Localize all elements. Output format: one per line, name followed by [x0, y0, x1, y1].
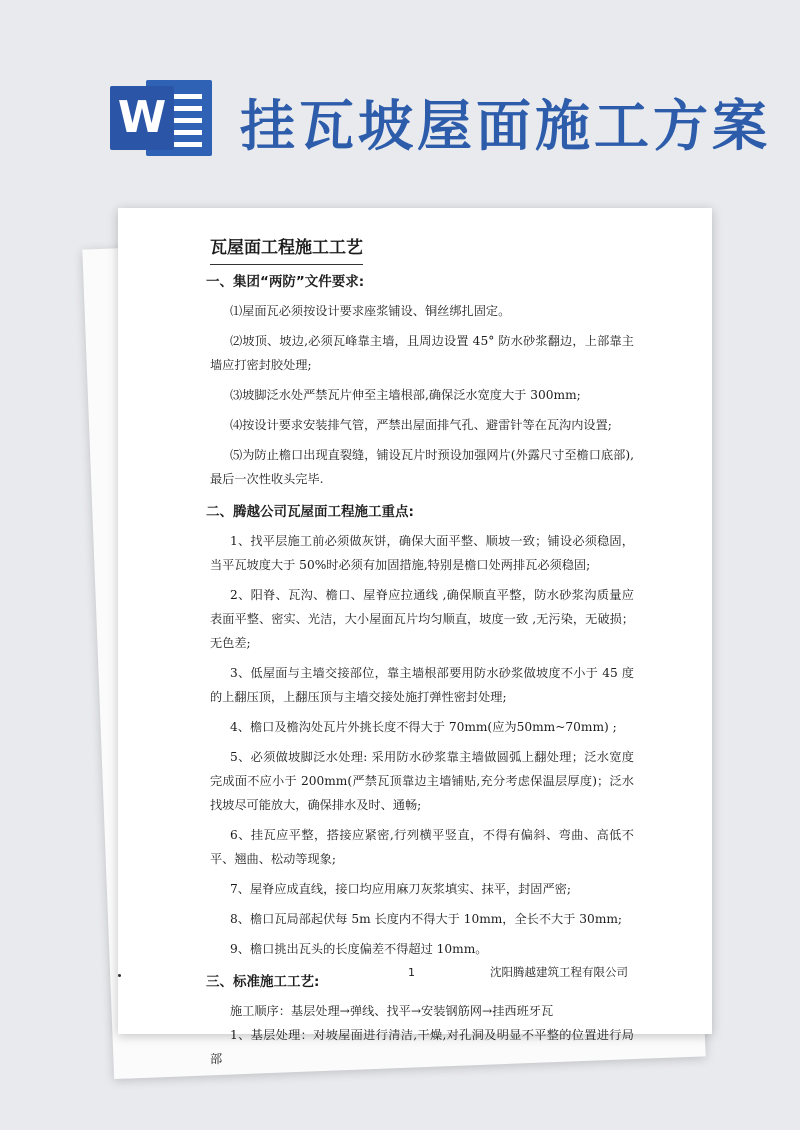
paragraph: ⑵坡顶、坡边,必须瓦峰靠主墙，且周边设置 45° 防水砂浆翻边，上部靠主墙应打密封胶处理; [210, 334, 634, 372]
document-page [118, 208, 712, 1066]
paragraph: 2、阳脊、瓦沟、檐口、屋脊应拉通线 ,确保顺直平整，防水砂浆沟质量应表面平整、密实、光洁，大小屋面瓦片均匀顺直，坡度一致 ,无污染，无破损；无色差; [210, 588, 634, 650]
paragraph: ⑸为防止檐口出现直裂缝，铺设瓦片时预设加强网片(外露尺寸至檐口底部),最后一次性收头完毕. [210, 448, 634, 486]
banner [0, 0, 800, 190]
paragraph: 5、必须做坡脚泛水处理: 采用防水砂浆靠主墙做圆弧上翻处理；泛水宽度完成面不应小于 200mm(严禁瓦顶靠边主墙铺贴,充分考虑保温层厚度)；泛水找坡尽可能放大，确保排水及时、通畅; [210, 750, 634, 812]
word-logo-letter: W [110, 86, 174, 150]
page-number: 1 [408, 966, 415, 979]
paragraph: 1、基层处理：对坡屋面进行清洁,干燥,对孔洞及明显不平整的位置进行局部 [210, 1028, 634, 1066]
word-document-icon [110, 80, 212, 156]
section-heading-2: 二、腾越公司瓦屋面工程施工重点: [206, 504, 414, 520]
section-heading-3: 三、标准施工工艺: [206, 974, 320, 990]
paragraph: ⑷按设计要求安装排气管，严禁出屋面排气孔、避雷针等在瓦沟内设置; [230, 418, 612, 432]
paragraph: 7、屋脊应成直线，接口均应用麻刀灰浆填实、抹平，封固严密; [230, 882, 571, 896]
paragraph: 9、檐口挑出瓦头的长度偏差不得超过 10mm。 [230, 942, 488, 956]
paragraph: 4、檐口及檐沟处瓦片外挑长度不得大于 70mm(应为50mm~70mm) ; [230, 720, 617, 734]
document-body [206, 232, 634, 1077]
banner-title: 挂瓦坡屋面施工方案 [240, 94, 772, 158]
paragraph: 3、低屋面与主墙交接部位，靠主墙根部要用防水砂浆做坡度不小于 45 度的上翻压顶，上翻压顶与主墙交接处施打弹性密封处理; [210, 666, 634, 704]
paragraph: 1、找平层施工前必须做灰饼，确保大面平整、顺坡一致；铺设必须稳固，当平瓦坡度大于 50%时必须有加固措施,特别是檐口处两排瓦必须稳固; [210, 534, 634, 572]
paragraph: 6、挂瓦应平整，搭接应紧密,行列横平竖直，不得有偏斜、弯曲、高低不平、翘曲、松动等现象; [210, 828, 634, 866]
paragraph: 施工顺序：基层处理→弹线、找平→安装钢筋网→挂西班牙瓦 [230, 1004, 554, 1018]
section-heading-1: 一、集团“两防”文件要求: [206, 274, 365, 290]
paragraph: ⑶坡脚泛水处严禁瓦片伸至主墙根部,确保泛水宽度大于 300mm; [230, 388, 581, 402]
paragraph: ⑴屋面瓦必须按设计要求座浆铺设、铜丝绑扎固定。 [230, 304, 511, 318]
footer-company: 沈阳腾越建筑工程有限公司 [490, 965, 628, 979]
paragraph: 8、檐口瓦局部起伏每 5m 长度内不得大于 10mm，全长不大于 30mm; [230, 912, 623, 926]
margin-mark [118, 974, 121, 977]
document-title: 瓦屋面工程施工工艺 [210, 232, 363, 265]
